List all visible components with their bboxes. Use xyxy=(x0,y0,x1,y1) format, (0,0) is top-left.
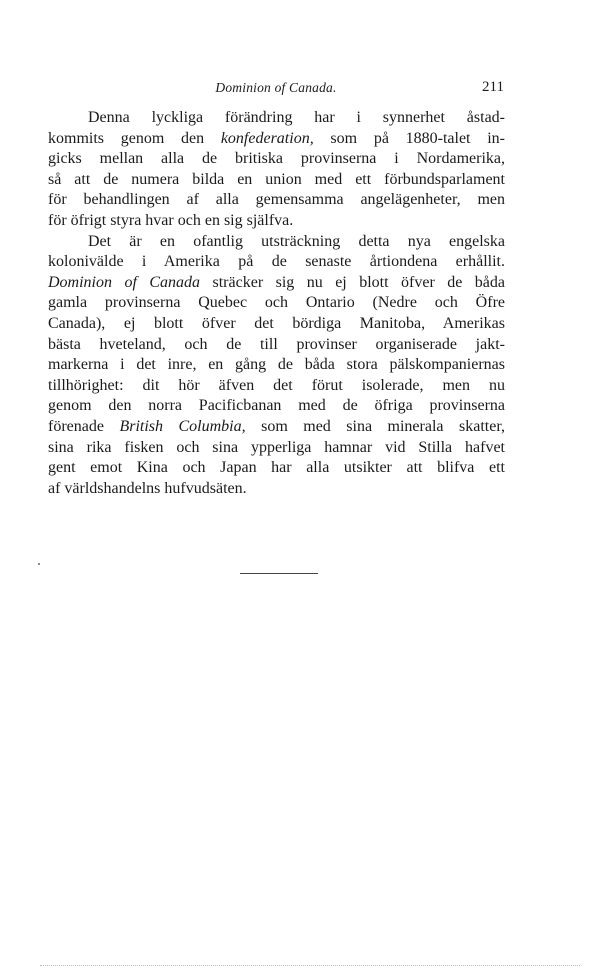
text-run: som på 1880-talet in- xyxy=(313,129,506,147)
text-run: så att de numera bilda en union med ett förbundsparlament xyxy=(48,170,505,188)
text-line xyxy=(48,252,505,273)
text-run: sträcker sig nu ej blott öfver de båda xyxy=(200,273,505,291)
text-run: som med sina minerala skatter, xyxy=(245,417,506,435)
text-run: för öfrigt styra hvar och en sig själfva. xyxy=(48,211,294,229)
text-line xyxy=(48,396,505,417)
page-edge-dots xyxy=(40,965,580,966)
text-line xyxy=(48,190,505,211)
italic-term: British Columbia, xyxy=(119,417,246,435)
text-run: af världshandelns hufvudsäten. xyxy=(48,479,247,497)
text-line xyxy=(48,273,505,294)
text-run: gamla provinserna Quebec och Ontario (Nedre och Öfre xyxy=(48,294,505,312)
text-line xyxy=(48,293,505,314)
text-line xyxy=(48,314,505,335)
text-line xyxy=(48,211,505,232)
body-text xyxy=(48,108,505,499)
text-run: kommits genom den xyxy=(48,129,221,147)
text-run: Denna lyckliga förändring har i synnerhet åstad- xyxy=(88,109,505,126)
text-line xyxy=(48,355,505,376)
text-run: gent emot Kina och Japan har alla utsikter att blifva ett xyxy=(48,459,505,477)
text-run: genom den norra Pacificbanan med de öfriga provinserna xyxy=(48,397,505,415)
text-line xyxy=(48,376,505,397)
text-line xyxy=(48,417,505,438)
text-line xyxy=(48,479,505,500)
paragraph xyxy=(48,232,505,500)
text-run: Canada), ej blott öfver det bördiga Manitoba, Amerikas xyxy=(48,314,505,332)
text-line xyxy=(48,108,505,129)
running-title: Dominion of Canada. xyxy=(215,80,337,95)
text-line xyxy=(48,232,505,253)
page-header xyxy=(48,80,504,100)
text-run: tillhörighet: dit hör äfven det förut isolerade, men nu xyxy=(48,376,505,394)
text-run: bästa hveteland, och de till provinser organiserade jakt- xyxy=(48,335,505,353)
italic-term: Dominion of Canada xyxy=(48,273,201,291)
text-line xyxy=(48,438,505,459)
text-run: sina rika fisken och sina ypperliga hamnar vid Stilla hafvet xyxy=(48,438,505,456)
text-line xyxy=(48,129,505,150)
text-line xyxy=(48,170,505,191)
text-run: gicks mellan alla de britiska provinserna i Nordamerika, xyxy=(48,150,505,168)
section-end-rule xyxy=(240,573,318,574)
text-run: Det är en ofantlig utsträckning detta nya engelska xyxy=(88,232,505,250)
page-number: 211 xyxy=(482,79,504,95)
text-run: kolonivälde i Amerika på de senaste årtiondena erhållit. xyxy=(48,253,505,271)
text-run: förenade xyxy=(48,417,120,435)
text-line xyxy=(48,149,505,170)
paragraph xyxy=(48,108,505,232)
italic-term: konfederation, xyxy=(220,129,314,147)
text-line xyxy=(48,458,505,479)
text-run: för behandlingen af alla gemensamma angelägenheter, men xyxy=(48,191,505,209)
text-run: markerna i det inre, en gång de båda stora pälskompaniernas xyxy=(48,356,505,374)
paper-speck xyxy=(38,563,40,565)
text-line xyxy=(48,335,505,356)
